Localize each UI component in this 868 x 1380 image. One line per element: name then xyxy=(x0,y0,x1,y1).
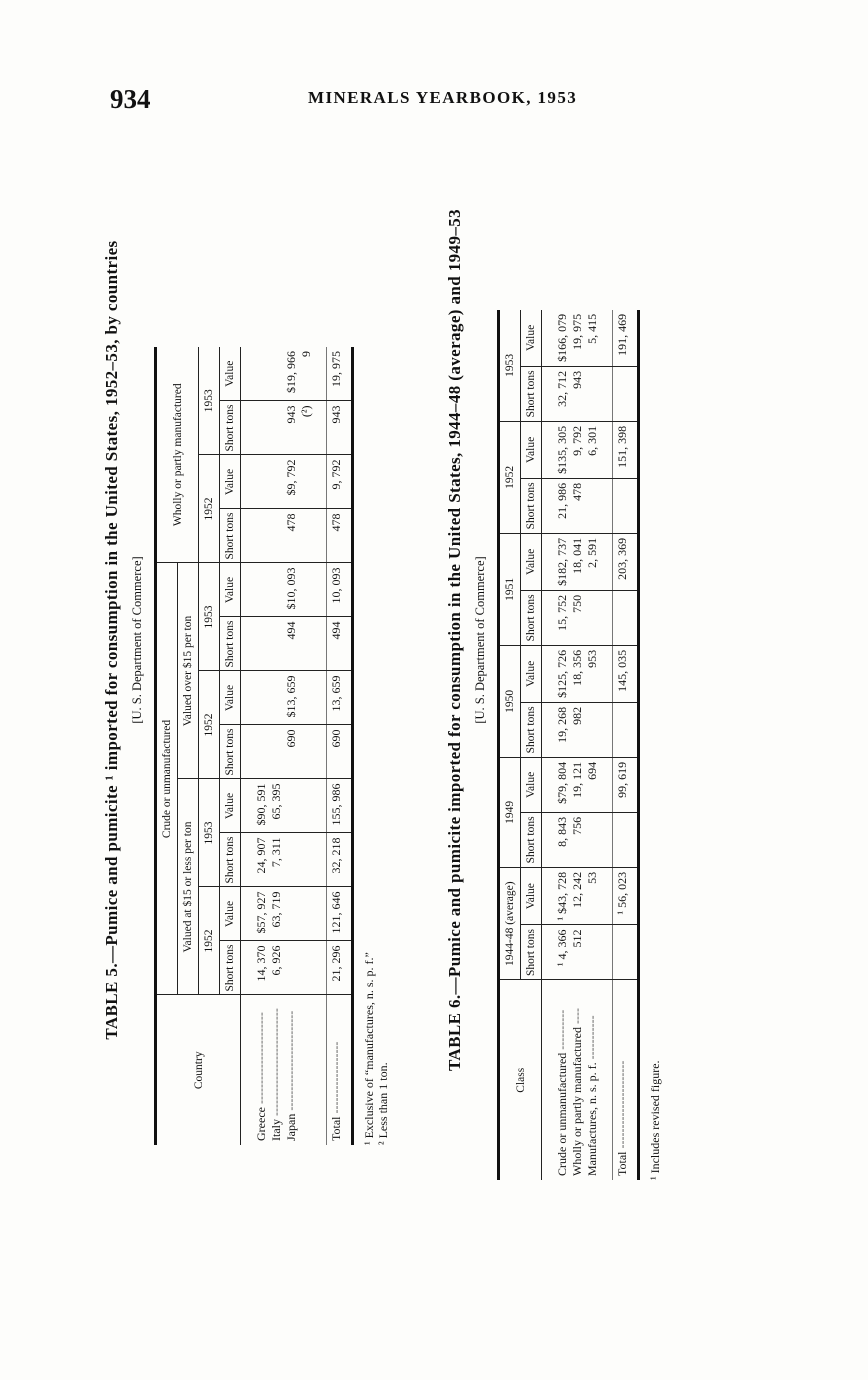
table-cell xyxy=(600,925,613,980)
table-row xyxy=(269,347,284,1145)
leader-dots: --------------------------- xyxy=(269,1008,283,1119)
table6-year-header: 1949 xyxy=(499,757,521,867)
table5-crude-header: Crude or unmanufactured xyxy=(156,563,178,995)
table-cell xyxy=(269,455,284,509)
table-cell: 6, 301 xyxy=(585,421,600,478)
table5-short-tons-header: Short tons xyxy=(220,509,241,563)
table6-short-tons-header: Short tons xyxy=(521,478,542,533)
table-cell: $182, 737 xyxy=(542,533,571,590)
table-cell: 6, 926 xyxy=(269,941,284,995)
table-cell xyxy=(299,833,314,887)
table-cell xyxy=(299,779,314,833)
row-label-text: Crude or unmanufactured xyxy=(555,1052,569,1176)
table5-title: TABLE 5.—Pumice and pumicite ¹ imported for consumption in the United States, 1952–53, by countries xyxy=(102,240,121,1040)
table-cell xyxy=(314,725,327,779)
table-cell: 151, 398 xyxy=(613,421,639,478)
row-label-text: Italy xyxy=(269,1119,283,1141)
table-row xyxy=(613,310,639,1180)
table5-le15-header: Valued at $15 or less per ton xyxy=(178,779,199,995)
table-cell xyxy=(600,867,613,925)
table6-block xyxy=(445,100,715,1180)
row-label-text: Japan xyxy=(284,1113,298,1141)
table-cell xyxy=(600,533,613,590)
table-row xyxy=(327,347,353,1145)
table5-gt15-header: Valued over $15 per ton xyxy=(178,563,199,779)
table-cell: 155, 986 xyxy=(327,779,353,833)
table6-value-header: Value xyxy=(521,757,542,812)
table-cell xyxy=(600,590,613,645)
table5-short-tons-header: Short tons xyxy=(220,617,241,671)
table-cell xyxy=(585,366,600,421)
table-cell: 63, 719 xyxy=(269,887,284,941)
table5-year-header: 1953 xyxy=(199,347,220,455)
table5-country-header: Country xyxy=(156,995,241,1145)
table-cell xyxy=(314,941,327,995)
table-cell: 7, 311 xyxy=(269,833,284,887)
leader-dots: ------------------ xyxy=(329,1041,343,1117)
table5-value-header: Value xyxy=(220,887,241,941)
page-number: 934 xyxy=(110,84,151,114)
row-label xyxy=(314,995,327,1145)
table-cell xyxy=(314,779,327,833)
row-label xyxy=(585,980,600,1180)
table-cell: 21, 296 xyxy=(327,941,353,995)
table-cell: 9, 792 xyxy=(570,421,585,478)
table-cell xyxy=(314,455,327,509)
table-cell xyxy=(600,645,613,702)
table-row xyxy=(570,310,585,1180)
table-cell: 19, 268 xyxy=(542,702,571,757)
table-cell xyxy=(269,563,284,617)
table-cell: 690 xyxy=(327,725,353,779)
table-cell xyxy=(284,941,299,995)
table-cell: 21, 986 xyxy=(542,478,571,533)
table-cell xyxy=(299,887,314,941)
table-cell xyxy=(613,366,639,421)
table5-value-header: Value xyxy=(220,563,241,617)
table-cell: ¹ 4, 366 xyxy=(542,925,571,980)
table6 xyxy=(497,310,640,1180)
table-cell: 12, 242 xyxy=(570,867,585,925)
table-cell: 32, 218 xyxy=(327,833,353,887)
table-cell: 19, 975 xyxy=(327,347,353,401)
table5-value-header: Value xyxy=(220,455,241,509)
table-cell xyxy=(241,671,270,725)
table-cell xyxy=(613,702,639,757)
row-label xyxy=(299,995,314,1145)
table-cell xyxy=(314,833,327,887)
table-cell xyxy=(241,455,270,509)
table-cell xyxy=(269,509,284,563)
table6-year-header: 1953 xyxy=(499,310,521,422)
table5-wholly-header: Wholly or partly manufactured xyxy=(156,347,199,563)
table-cell: 953 xyxy=(585,645,600,702)
table-cell xyxy=(299,725,314,779)
table6-value-header: Value xyxy=(521,867,542,925)
leader-dots: ----------------------- xyxy=(254,1012,268,1108)
table-cell: 494 xyxy=(284,617,299,671)
table-cell: 15, 752 xyxy=(542,590,571,645)
table5-value-header: Value xyxy=(220,779,241,833)
table6-title: TABLE 6.—Pumice and pumicite imported for consumption in the United States, 1944–48 (average) and 1949–53 xyxy=(445,208,464,1072)
table5-block xyxy=(102,135,402,1145)
table-cell: 10, 093 xyxy=(327,563,353,617)
table-cell: 13, 659 xyxy=(327,671,353,725)
table6-short-tons-header: Short tons xyxy=(521,925,542,980)
table-cell: 750 xyxy=(570,590,585,645)
table-cell: $79, 804 xyxy=(542,757,571,812)
table-cell xyxy=(299,563,314,617)
row-label-text: Wholly or partly manufactured xyxy=(570,1027,584,1176)
table-cell: 478 xyxy=(570,478,585,533)
row-label xyxy=(600,980,613,1180)
table5-value-header: Value xyxy=(220,347,241,401)
table-cell: 478 xyxy=(327,509,353,563)
table-cell: (²) xyxy=(299,401,314,455)
table6-year-header: 1944-48 (average) xyxy=(499,867,521,980)
table-cell: 53 xyxy=(585,867,600,925)
table-cell xyxy=(613,590,639,645)
table-cell xyxy=(585,478,600,533)
table-cell: $19, 966 xyxy=(284,347,299,401)
table5-short-tons-header: Short tons xyxy=(220,941,241,995)
row-label xyxy=(284,995,299,1145)
table5-year-header: 1952 xyxy=(199,671,220,779)
table-cell xyxy=(284,887,299,941)
leader-dots: ---------- xyxy=(555,1009,569,1053)
table6-footnote: ¹ Includes revised figure. xyxy=(648,1060,662,1180)
table-cell: 694 xyxy=(585,757,600,812)
row-label-text: Total xyxy=(329,1116,343,1141)
table5-footnote: ¹ Exclusive of “manufactures, n. s. p. f.” xyxy=(362,952,376,1145)
table-cell xyxy=(299,509,314,563)
table-cell: $57, 927 xyxy=(241,887,270,941)
table6-value-header: Value xyxy=(521,533,542,590)
table6-short-tons-header: Short tons xyxy=(521,590,542,645)
table-cell: $125, 726 xyxy=(542,645,571,702)
table-cell xyxy=(314,347,327,401)
table-cell xyxy=(600,310,613,367)
row-label-text: Manufactures, n. s. p. f. xyxy=(585,1062,599,1176)
table5-footnotes xyxy=(362,135,390,1145)
table-cell: 512 xyxy=(570,925,585,980)
table-cell: $13, 659 xyxy=(284,671,299,725)
table-cell: 19, 121 xyxy=(570,757,585,812)
row-label-text: Total xyxy=(615,1151,629,1176)
table6-class-header: Class xyxy=(499,980,542,1180)
table-cell: 32, 712 xyxy=(542,366,571,421)
table-row xyxy=(542,310,571,1180)
table-cell: $166, 079 xyxy=(542,310,571,367)
table-cell: 191, 469 xyxy=(613,310,639,367)
table-cell: 982 xyxy=(570,702,585,757)
table-cell xyxy=(585,925,600,980)
table-cell xyxy=(269,347,284,401)
row-label xyxy=(570,980,585,1180)
table5 xyxy=(154,347,354,1145)
table-cell: 494 xyxy=(327,617,353,671)
table-cell xyxy=(284,833,299,887)
table-cell: 65, 395 xyxy=(269,779,284,833)
table-cell: 24, 907 xyxy=(241,833,270,887)
table6-source: [U. S. Department of Commerce] xyxy=(473,556,487,724)
table-cell xyxy=(613,812,639,867)
table-cell xyxy=(241,563,270,617)
table-cell xyxy=(241,725,270,779)
table-cell xyxy=(269,617,284,671)
table-cell: ¹ 56, 023 xyxy=(613,867,639,925)
table-cell xyxy=(269,671,284,725)
table-cell xyxy=(299,941,314,995)
table-cell xyxy=(314,671,327,725)
table6-year-header: 1951 xyxy=(499,533,521,645)
table-cell: 145, 035 xyxy=(613,645,639,702)
table-cell: 943 xyxy=(570,366,585,421)
table-cell: 8, 843 xyxy=(542,812,571,867)
table-cell xyxy=(600,812,613,867)
table-cell xyxy=(600,421,613,478)
table-cell xyxy=(269,401,284,455)
table-cell: 121, 646 xyxy=(327,887,353,941)
table-cell xyxy=(585,702,600,757)
table6-body xyxy=(542,310,639,1180)
table6-year-header: 1950 xyxy=(499,645,521,757)
table-cell: 2, 591 xyxy=(585,533,600,590)
table6-value-header: Value xyxy=(521,645,542,702)
table-cell: ¹ $43, 728 xyxy=(542,867,571,925)
table-cell: 756 xyxy=(570,812,585,867)
table5-value-header: Value xyxy=(220,671,241,725)
table-cell xyxy=(269,725,284,779)
leader-dots: ---------------------- xyxy=(615,1060,629,1152)
row-label xyxy=(327,995,353,1145)
table-cell xyxy=(613,925,639,980)
row-label xyxy=(269,995,284,1145)
row-label xyxy=(542,980,571,1180)
table-cell xyxy=(613,478,639,533)
table5-body xyxy=(241,347,353,1145)
table-cell xyxy=(600,702,613,757)
table5-year-header: 1952 xyxy=(199,455,220,563)
table-cell xyxy=(314,509,327,563)
table6-year-header: 1952 xyxy=(499,421,521,533)
table-cell: $9, 792 xyxy=(284,455,299,509)
table-cell xyxy=(299,455,314,509)
running-head: MINERALS YEARBOOK, 1953 xyxy=(308,88,578,107)
table-cell xyxy=(314,887,327,941)
table6-short-tons-header: Short tons xyxy=(521,366,542,421)
table-cell: 9 xyxy=(299,347,314,401)
row-label-text: Greece xyxy=(254,1107,268,1141)
table-cell: 5, 415 xyxy=(585,310,600,367)
table-cell xyxy=(600,757,613,812)
leader-dots: ----------- xyxy=(585,1015,599,1063)
table5-year-header: 1953 xyxy=(199,563,220,671)
table-cell: 99, 619 xyxy=(613,757,639,812)
spacer-row xyxy=(314,347,327,1145)
table-row xyxy=(284,347,299,1145)
table6-footnotes xyxy=(648,100,662,1180)
table5-short-tons-header: Short tons xyxy=(220,725,241,779)
table5-year-header: 1953 xyxy=(199,779,220,887)
table-cell xyxy=(241,617,270,671)
table5-source: [U. S. Department of Commerce] xyxy=(130,556,144,724)
table-cell xyxy=(600,478,613,533)
table-cell: 943 xyxy=(284,401,299,455)
table6-value-header: Value xyxy=(521,310,542,367)
table-cell: 18, 041 xyxy=(570,533,585,590)
table-cell: 203, 369 xyxy=(613,533,639,590)
table-cell: 690 xyxy=(284,725,299,779)
table-cell xyxy=(299,617,314,671)
table6-short-tons-header: Short tons xyxy=(521,702,542,757)
table5-year-header: 1952 xyxy=(199,887,220,995)
table-cell: $10, 093 xyxy=(284,563,299,617)
table-cell xyxy=(284,779,299,833)
leader-dots: ---- xyxy=(570,1008,584,1028)
table-cell xyxy=(241,401,270,455)
table-cell: $135, 305 xyxy=(542,421,571,478)
table-row xyxy=(585,310,600,1180)
table-cell: 478 xyxy=(284,509,299,563)
table-cell xyxy=(314,401,327,455)
table-cell xyxy=(241,509,270,563)
table5-short-tons-header: Short tons xyxy=(220,833,241,887)
table-cell xyxy=(241,347,270,401)
table-cell: $90, 591 xyxy=(241,779,270,833)
row-label xyxy=(613,980,639,1180)
table-cell xyxy=(600,366,613,421)
table-row xyxy=(241,347,270,1145)
row-label xyxy=(241,995,270,1145)
table5-short-tons-header: Short tons xyxy=(220,401,241,455)
table5-footnote: ² Less than 1 ton. xyxy=(376,1062,390,1145)
leader-dots: ------------------------- xyxy=(284,1010,298,1114)
table-cell xyxy=(314,563,327,617)
table-cell: 18, 356 xyxy=(570,645,585,702)
table-row xyxy=(299,347,314,1145)
table-cell xyxy=(585,590,600,645)
table6-value-header: Value xyxy=(521,421,542,478)
table-cell: 943 xyxy=(327,401,353,455)
table-cell: 14, 370 xyxy=(241,941,270,995)
table-cell: 9, 792 xyxy=(327,455,353,509)
spacer-row xyxy=(600,310,613,1180)
table-cell xyxy=(314,617,327,671)
table6-short-tons-header: Short tons xyxy=(521,812,542,867)
table-cell xyxy=(299,671,314,725)
table-cell xyxy=(585,812,600,867)
table-cell: 19, 975 xyxy=(570,310,585,367)
